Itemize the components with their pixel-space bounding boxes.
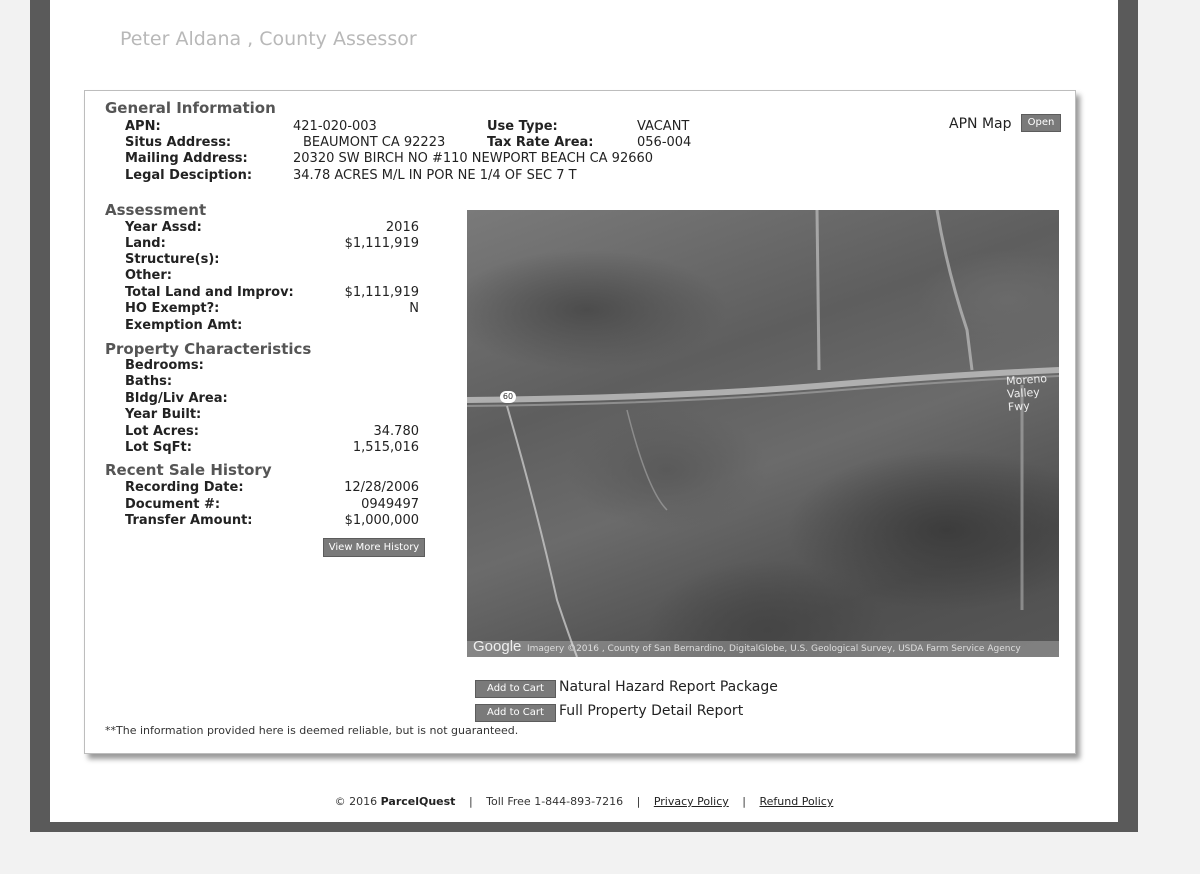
- footer-tollfree: Toll Free 1-844-893-7216: [486, 795, 624, 808]
- apn-map-label: APN Map: [949, 116, 1012, 132]
- recording-date-label: Recording Date:: [125, 480, 244, 495]
- transfer-amount-value: $1,000,000: [344, 513, 419, 528]
- property-panel: [84, 90, 1076, 754]
- document-number-value: 0949497: [361, 497, 419, 512]
- mailing-address-value: 20320 SW BIRCH NO #110 NEWPORT BEACH CA 92660: [293, 151, 654, 166]
- google-logo: Google: [473, 638, 522, 655]
- general-info-title: General Information: [105, 99, 276, 117]
- legal-description-label: Legal Desciption:: [125, 168, 253, 183]
- footer-separator: |: [636, 795, 641, 808]
- view-more-history-button[interactable]: View More History: [323, 538, 425, 557]
- total-land-improv-value: $1,111,919: [344, 285, 419, 300]
- legal-description-value: 34.78 ACRES M/L IN POR NE 1/4 OF SEC 7 T: [293, 168, 577, 183]
- footer-separator: |: [742, 795, 746, 808]
- situs-address-label: Situs Address:: [125, 135, 232, 150]
- total-land-improv-label: Total Land and Improv:: [125, 285, 294, 300]
- ho-exempt-value: N: [409, 301, 419, 316]
- lot-acres-label: Lot Acres:: [125, 424, 199, 439]
- assessor-title: Peter Aldana , County Assessor: [120, 28, 417, 50]
- transfer-amount-label: Transfer Amount:: [125, 513, 253, 528]
- lot-sqft-label: Lot SqFt:: [125, 440, 192, 455]
- use-type-value: VACANT: [637, 119, 690, 134]
- footer: [0, 795, 1168, 808]
- tax-rate-value: 056-004: [637, 135, 692, 150]
- other-label: Other:: [125, 268, 172, 283]
- lot-acres-value: 34.780: [373, 424, 419, 439]
- mailing-address-label: Mailing Address:: [125, 151, 248, 166]
- apn-map-open-button[interactable]: Open: [1021, 114, 1061, 132]
- map-roads: [467, 210, 1059, 657]
- document-number-label: Document #:: [125, 497, 221, 512]
- apn-value: 421-020-003: [293, 119, 377, 134]
- bedrooms-label: Bedrooms:: [125, 358, 204, 373]
- footer-separator: |: [468, 795, 473, 808]
- route-60-shield-icon: 60: [500, 391, 516, 403]
- recent-sale-history-title: Recent Sale History: [105, 461, 272, 479]
- use-type-label: Use Type:: [487, 119, 558, 134]
- lot-sqft-value: 1,515,016: [352, 440, 419, 455]
- apn-label: APN:: [125, 119, 161, 134]
- year-assd-label: Year Assd:: [125, 220, 202, 235]
- road-label: Moreno Valley Fwy: [1005, 372, 1048, 414]
- exemption-amt-label: Exemption Amt:: [125, 318, 243, 333]
- add-to-cart-hazard-button[interactable]: Add to Cart: [475, 680, 556, 698]
- privacy-policy-link[interactable]: Privacy Policy: [653, 795, 729, 808]
- footer-brand: ParcelQuest: [380, 795, 456, 808]
- map-credit: Imagery ©2016 , County of San Bernardino, DigitalGlobe, U.S. Geological Survey, USDA Farm Service Agency: [527, 644, 1021, 654]
- parcel-satellite-map[interactable]: [467, 210, 1059, 657]
- refund-policy-link[interactable]: Refund Policy: [759, 795, 834, 808]
- land-value: $1,111,919: [344, 236, 419, 251]
- bldg-liv-area-label: Bldg/Liv Area:: [125, 391, 228, 406]
- full-property-detail-label: Full Property Detail Report: [559, 703, 744, 719]
- ho-exempt-label: HO Exempt?:: [125, 301, 220, 316]
- add-to-cart-detail-button[interactable]: Add to Cart: [475, 704, 556, 722]
- property-characteristics-title: Property Characteristics: [105, 340, 312, 358]
- disclaimer: **The information provided here is deemed reliable, but is not guaranteed.: [105, 724, 519, 737]
- natural-hazard-report-label: Natural Hazard Report Package: [559, 679, 778, 695]
- year-assd-value: 2016: [385, 220, 419, 235]
- land-label: Land:: [125, 236, 166, 251]
- assessment-title: Assessment: [105, 201, 207, 219]
- recording-date-value: 12/28/2006: [344, 480, 419, 495]
- situs-address-value: BEAUMONT CA 92223: [303, 135, 446, 150]
- year-built-label: Year Built:: [125, 407, 202, 422]
- structures-label: Structure(s):: [125, 252, 220, 267]
- tax-rate-label: Tax Rate Area:: [487, 135, 594, 150]
- baths-label: Baths:: [125, 374, 173, 389]
- footer-copyright: © 2016: [334, 795, 378, 808]
